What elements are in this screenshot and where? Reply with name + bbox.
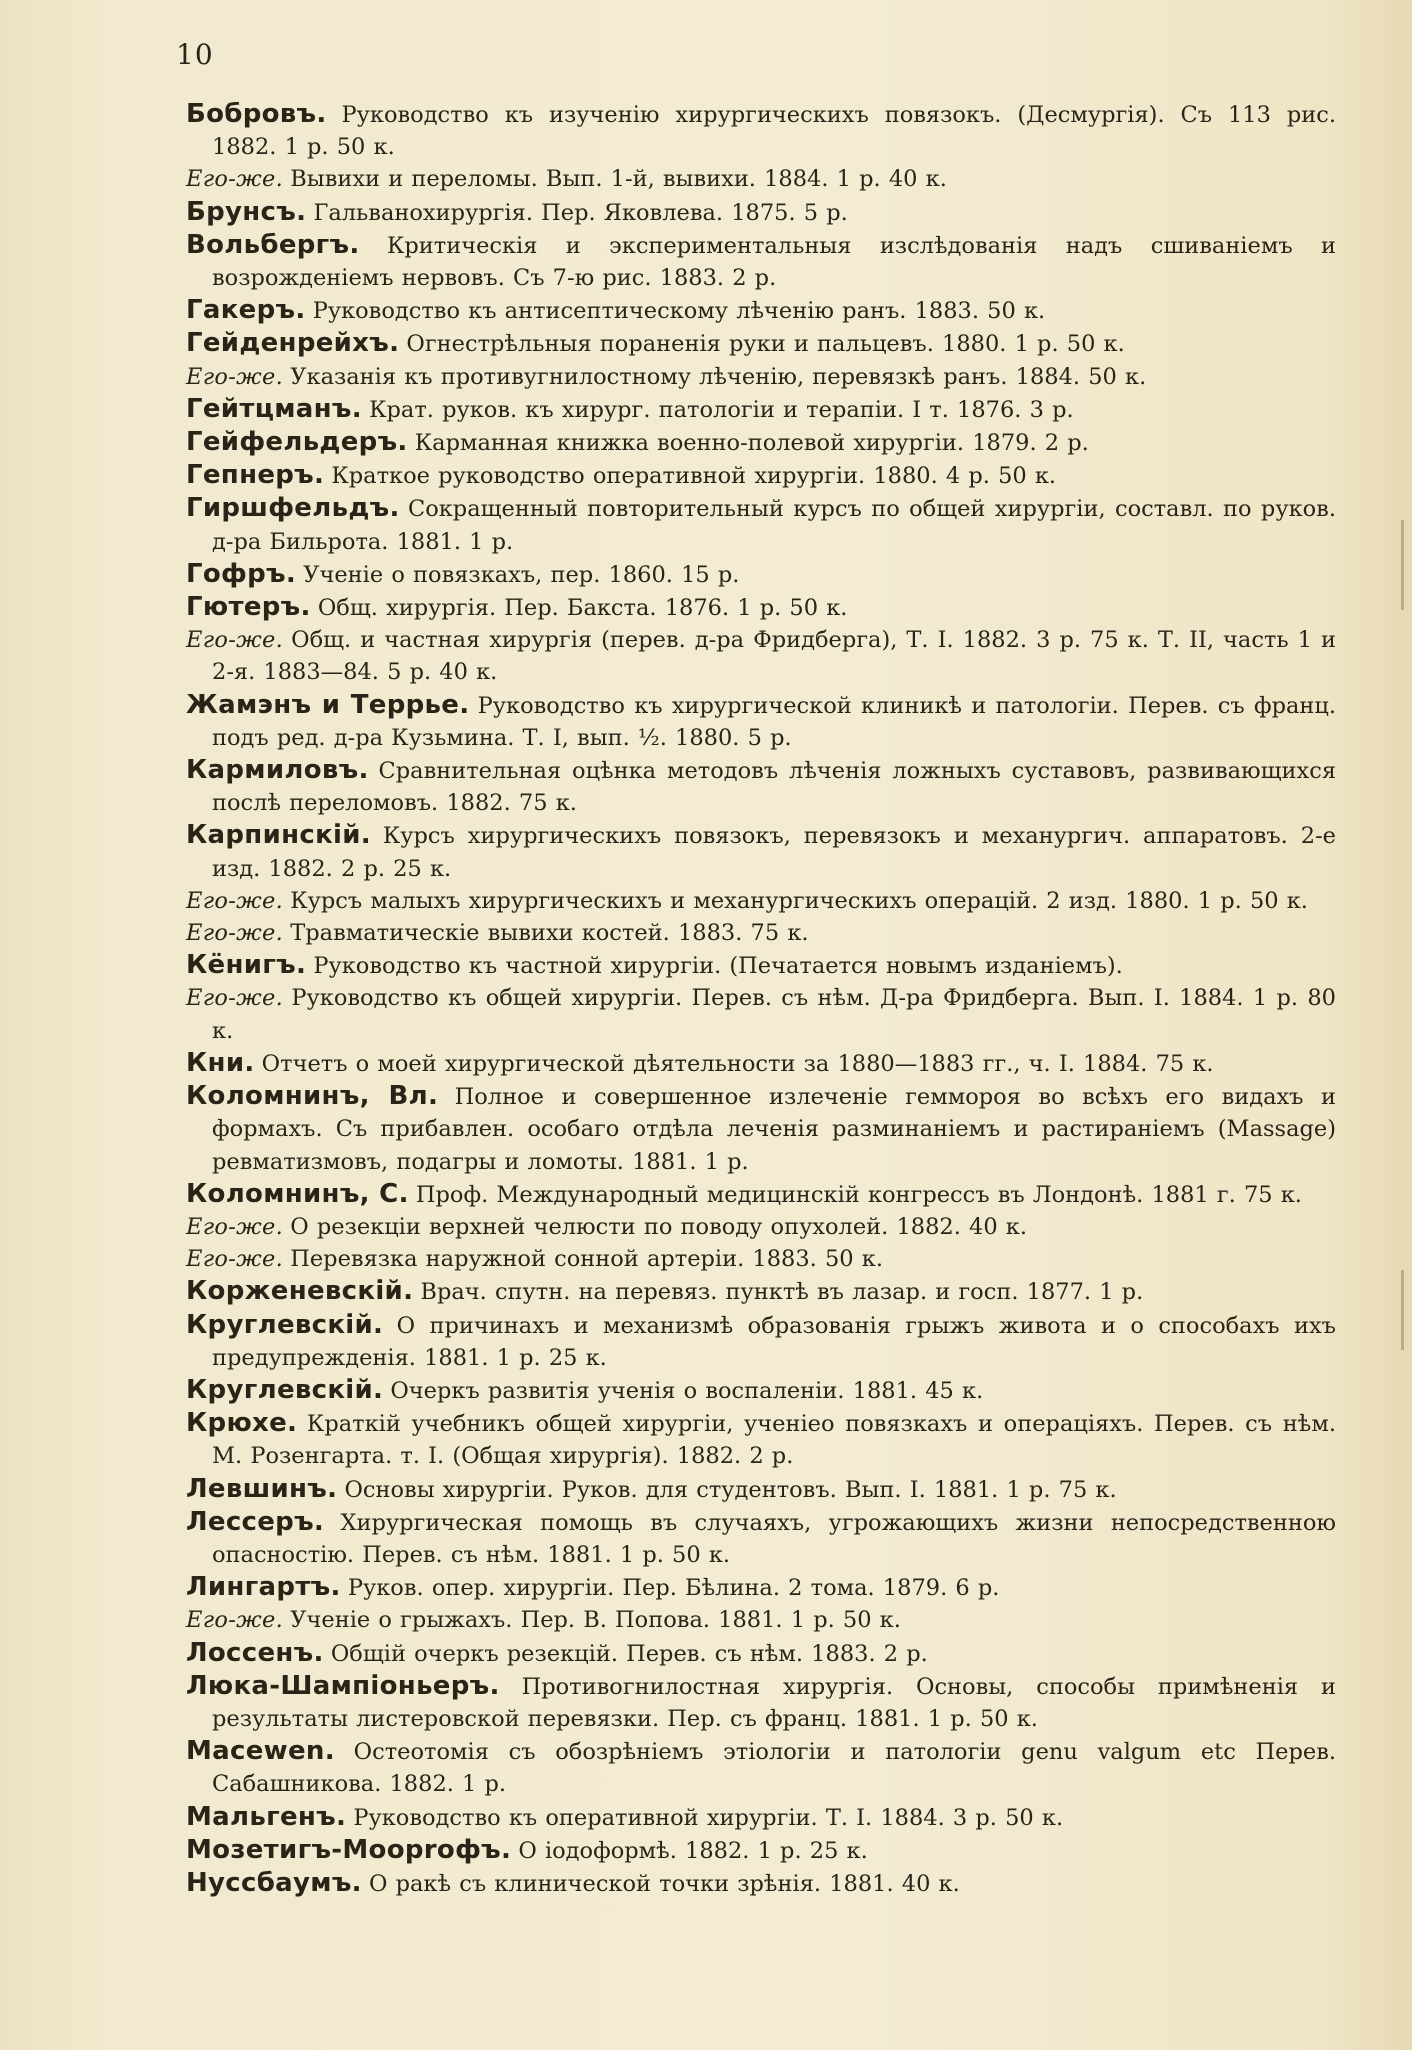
bibliography-entry <box>186 1867 1336 1900</box>
entry-text: Полное и совершенное излеченіе геммороя во всѣхъ его видахъ и формахъ. Съ прибавлен. особаго отдѣла леченія разминаніемъ и растираніемъ (Massage) ревматизмовъ, подагры и ломоты. 1881. 1 р. <box>212 1084 1336 1175</box>
entry-author: Кёнигъ. <box>186 950 307 981</box>
entry-author: Корженевскій. <box>186 1276 414 1307</box>
entry-author: Гофръ. <box>186 558 297 589</box>
entry-text: Руководство къ изученію хирургическихъ повязокъ. (Десмургія). Съ 113 рис. 1882. 1 р. 50 к. <box>212 102 1336 161</box>
entry-text: Курсъ хирургическихъ повязокъ, перевязокъ и механургич. аппаратовъ. 2-е изд. 1882. 2 р. 25 к. <box>212 823 1336 882</box>
entry-text: Крат. руков. къ хирург. патологіи и терапіи. I т. 1876. 3 р. <box>369 396 1074 423</box>
bibliography-entry <box>186 163 1336 195</box>
entry-author: Лессеръ. <box>186 1506 325 1537</box>
page-number: 10 <box>176 38 214 71</box>
entry-author: Гютеръ. <box>186 592 311 623</box>
bibliography-entry <box>186 885 1336 917</box>
entry-text: Ученіе о повязкахъ, пер. 1860. 15 р. <box>303 561 740 588</box>
page-edge-mark <box>1401 520 1404 610</box>
entry-text: Огнестрѣльныя пораненія руки и пальцевъ. 1880. 1 р. 50 к. <box>406 331 1125 358</box>
entry-text: Проф. Международный медицинскій конгрессъ въ Лондонѣ. 1881 г. 75 к. <box>415 1181 1302 1208</box>
bibliography-entry <box>186 558 1336 591</box>
bibliography-entry <box>186 1178 1336 1211</box>
entry-text: Основы хирургіи. Руков. для студентовъ. Вып. I. 1881. 1 р. 75 к. <box>344 1476 1117 1503</box>
bibliography-entry <box>186 1735 1336 1800</box>
entry-author: Бобровъ. <box>186 99 327 129</box>
bibliography-entry <box>186 1407 1336 1472</box>
entry-text: О резекціи верхней челюсти по поводу опухолей. 1882. 40 к. <box>290 1213 1028 1240</box>
bibliography-entry <box>186 754 1336 819</box>
entry-author: Его-же. <box>186 363 284 390</box>
entry-author: Карпинскій. <box>186 820 371 851</box>
bibliography-list <box>186 98 1336 1900</box>
bibliography-entry <box>186 196 1336 229</box>
entry-author: Нуссбаумъ. <box>186 1867 362 1898</box>
bibliography-entry <box>186 361 1336 393</box>
entry-author: Люка-Шампіоньеръ. <box>186 1670 500 1701</box>
entry-author: Мозетигъ-Моорrофъ. <box>186 1834 512 1865</box>
entry-author: Гиршфельдъ. <box>186 493 400 524</box>
entry-text: Общ. и частная хирургія (перев. д-ра Фридберга), Т. I. 1882. 3 р. 75 к. Т. II, часть 1 и 2-я. 1883—84. 5 р. 40 к. <box>212 627 1336 686</box>
bibliography-entry <box>186 294 1336 327</box>
entry-text: Критическія и экспериментальныя изслѣдованія надъ сшиваніемъ и возрожденіемъ нервовъ. Съ 7-ю рис. 1883. 2 р. <box>212 232 1336 292</box>
entry-author: Гейфельдеръ. <box>186 427 408 458</box>
bibliography-entry <box>186 689 1336 754</box>
entry-text: Перевязка наружной сонной артеріи. 1883. 50 к. <box>290 1246 883 1273</box>
bibliography-entry <box>186 1604 1336 1636</box>
bibliography-entry <box>186 1834 1336 1867</box>
entry-author: Крюхе. <box>186 1408 298 1439</box>
bibliography-entry <box>186 949 1336 982</box>
bibliography-entry <box>186 1211 1336 1243</box>
entry-text: Ученіе о грыжахъ. Пер. В. Попова. 1881. 1 р. 50 к. <box>290 1607 901 1634</box>
bibliography-entry <box>186 982 1336 1046</box>
bibliography-entry <box>186 98 1336 163</box>
entry-author: Гакеръ. <box>186 295 306 326</box>
entry-text: Краткій учебникъ общей хирургіи, ученіео повязкахъ и операціяхъ. Перев. съ нѣм. М. Розенгарта. т. I. (Общая хирургія). 1882. 2 р. <box>212 1411 1336 1470</box>
entry-author: Кармиловъ. <box>186 755 369 786</box>
entry-author: Масеwen. <box>186 1736 335 1767</box>
entry-text: Руководство къ частной хирургіи. (Печатается новымъ изданіемъ). <box>313 953 1123 980</box>
entry-author: Его-же. <box>186 166 284 193</box>
bibliography-entry <box>186 819 1336 884</box>
entry-text: Врач. спутн. на перевяз. пунктѣ въ лазар. и госп. 1877. 1 р. <box>420 1279 1144 1306</box>
entry-text: Отчетъ о моей хирургической дѣятельности за 1880—1883 гг., ч. I. 1884. 75 к. <box>261 1050 1214 1077</box>
entry-text: Гальванохирургія. Пер. Яковлева. 1875. 5 р. <box>313 199 848 226</box>
entry-author: Левшинъ. <box>186 1473 338 1504</box>
entry-author: Коломнинъ, Вл. <box>186 1081 439 1112</box>
entry-text: Карманная книжка военно-полевой хирургіи. 1879. 2 р. <box>414 430 1089 457</box>
entry-author: Кни. <box>186 1047 255 1078</box>
entry-author: Его-же. <box>186 887 284 914</box>
entry-author: Лоссенъ. <box>186 1637 324 1668</box>
entry-author: Круглевскій. <box>186 1374 384 1405</box>
entry-author: Вольбергъ. <box>186 229 360 260</box>
entry-author: Круглевскій. <box>186 1309 384 1340</box>
entry-text: Курсъ малыхъ хирургическихъ и механургическихъ операцій. 2 изд. 1880. 1 р. 50 к. <box>290 887 1308 914</box>
entry-text: Хирургическая помощь въ случаяхъ, угрожающихъ жизни непосредственною опасностію. Перев. съ нѣм. 1881. 1 р. 50 к. <box>212 1509 1337 1568</box>
bibliography-entry <box>186 1637 1336 1670</box>
entry-text: Остеотомія съ обозрѣніемъ этіологіи и патологіи genu valgum etc Перев. Сабашникова. 1882. 1 р. <box>212 1739 1337 1798</box>
entry-text: О причинахъ и механизмѣ образованія грыжъ живота и о способахъ ихъ предупрежденія. 1881. 1 р. 25 к. <box>212 1312 1337 1371</box>
entry-author: Его-же. <box>186 985 284 1012</box>
bibliography-entry <box>186 917 1336 949</box>
bibliography-entry <box>186 459 1336 492</box>
entry-text: О ракѣ съ клинической точки зрѣнія. 1881. 40 к. <box>369 1870 960 1897</box>
entry-text: Сравнительная оцѣнка методовъ лѣченія ложныхъ суставовъ, развивающихся послѣ переломовъ. 1882. 75 к. <box>212 758 1337 817</box>
entry-author: Его-же. <box>186 627 284 654</box>
entry-text: Руководство къ оперативной хирургіи. Т. I. 1884. 3 р. 50 к. <box>353 1804 1064 1831</box>
entry-author: Его-же. <box>186 1607 284 1634</box>
entry-author: Лингартъ. <box>186 1572 341 1603</box>
bibliography-entry <box>186 229 1336 294</box>
bibliography-entry <box>186 624 1336 688</box>
bibliography-entry <box>186 1670 1336 1735</box>
entry-author: Его-же. <box>186 1246 284 1273</box>
entry-text: Травматическіе вывихи костей. 1883. 75 к. <box>290 920 809 947</box>
entry-author: Мальгенъ. <box>186 1801 347 1832</box>
entry-text: Общій очеркъ резекцій. Перев. съ нѣм. 1883. 2 р. <box>330 1640 928 1667</box>
bibliography-entry <box>186 393 1336 426</box>
entry-text: О іодоформѣ. 1882. 1 р. 25 к. <box>518 1837 868 1864</box>
entry-author: Гейденрейхъ. <box>186 328 400 359</box>
entry-author: Гейтцманъ. <box>186 393 362 424</box>
entry-text: Очеркъ развитія ученія о воспаленіи. 1881. 45 к. <box>390 1377 984 1404</box>
bibliography-entry <box>186 492 1336 557</box>
entry-text: Общ. хирургія. Пер. Бакста. 1876. 1 р. 50 к. <box>317 595 848 622</box>
entry-text: Сокращенный повторительный курсъ по общей хирургіи, составл. по руков. д-ра Бильрота. 1881. 1 р. <box>212 496 1336 555</box>
entry-text: Руководство къ антисептическому лѣченію ранъ. 1883. 50 к. <box>312 298 1046 325</box>
bibliography-entry <box>186 1309 1336 1374</box>
bibliography-entry <box>186 1374 1336 1407</box>
page-edge-mark <box>1401 1270 1404 1350</box>
entry-author: Жамэнъ и Террье. <box>186 689 470 720</box>
entry-text: Указанія къ противугнилостному лѣченію, перевязкѣ ранъ. 1884. 50 к. <box>290 363 1147 390</box>
entry-author: Его-же. <box>186 1213 284 1240</box>
bibliography-entry <box>186 1047 1336 1080</box>
entry-author: Его-же. <box>186 920 284 947</box>
bibliography-entry <box>186 1801 1336 1834</box>
entry-text: Руководство къ хирургической клиникѣ и патологіи. Перев. съ франц. подъ ред. д-ра Кузьмина. Т. I, вып. ½. 1880. 5 р. <box>212 692 1336 751</box>
bibliography-entry <box>186 1275 1336 1308</box>
bibliography-entry <box>186 1506 1336 1571</box>
entry-text: Вывихи и переломы. Вып. 1-й, вывихи. 1884. 1 р. 40 к. <box>290 166 947 193</box>
entry-author: Брунсъ. <box>186 196 307 227</box>
entry-text: Руководство къ общей хирургіи. Перев. съ нѣм. Д-ра Фридберга. Вып. I. 1884. 1 р. 80 к. <box>212 985 1336 1044</box>
bibliography-entry <box>186 591 1336 624</box>
entry-text: Руков. опер. хирургіи. Пер. Бѣлина. 2 тома. 1879. 6 р. <box>347 1575 1000 1602</box>
bibliography-entry <box>186 426 1336 459</box>
bibliography-entry <box>186 1243 1336 1275</box>
entry-text: Противогнилостная хирургія. Основы, способы примѣненія и результаты листеровской перевязки. Пер. съ франц. 1881. 1 р. 50 к. <box>212 1673 1336 1732</box>
entry-author: Коломнинъ, С. <box>186 1178 409 1209</box>
entry-author: Гепнеръ. <box>186 460 325 491</box>
bibliography-entry <box>186 1571 1336 1604</box>
entry-text: Краткое руководство оперативной хирургіи. 1880. 4 р. 50 к. <box>331 463 1057 490</box>
bibliography-entry <box>186 327 1336 360</box>
bibliography-entry <box>186 1080 1336 1178</box>
bibliography-entry <box>186 1473 1336 1506</box>
